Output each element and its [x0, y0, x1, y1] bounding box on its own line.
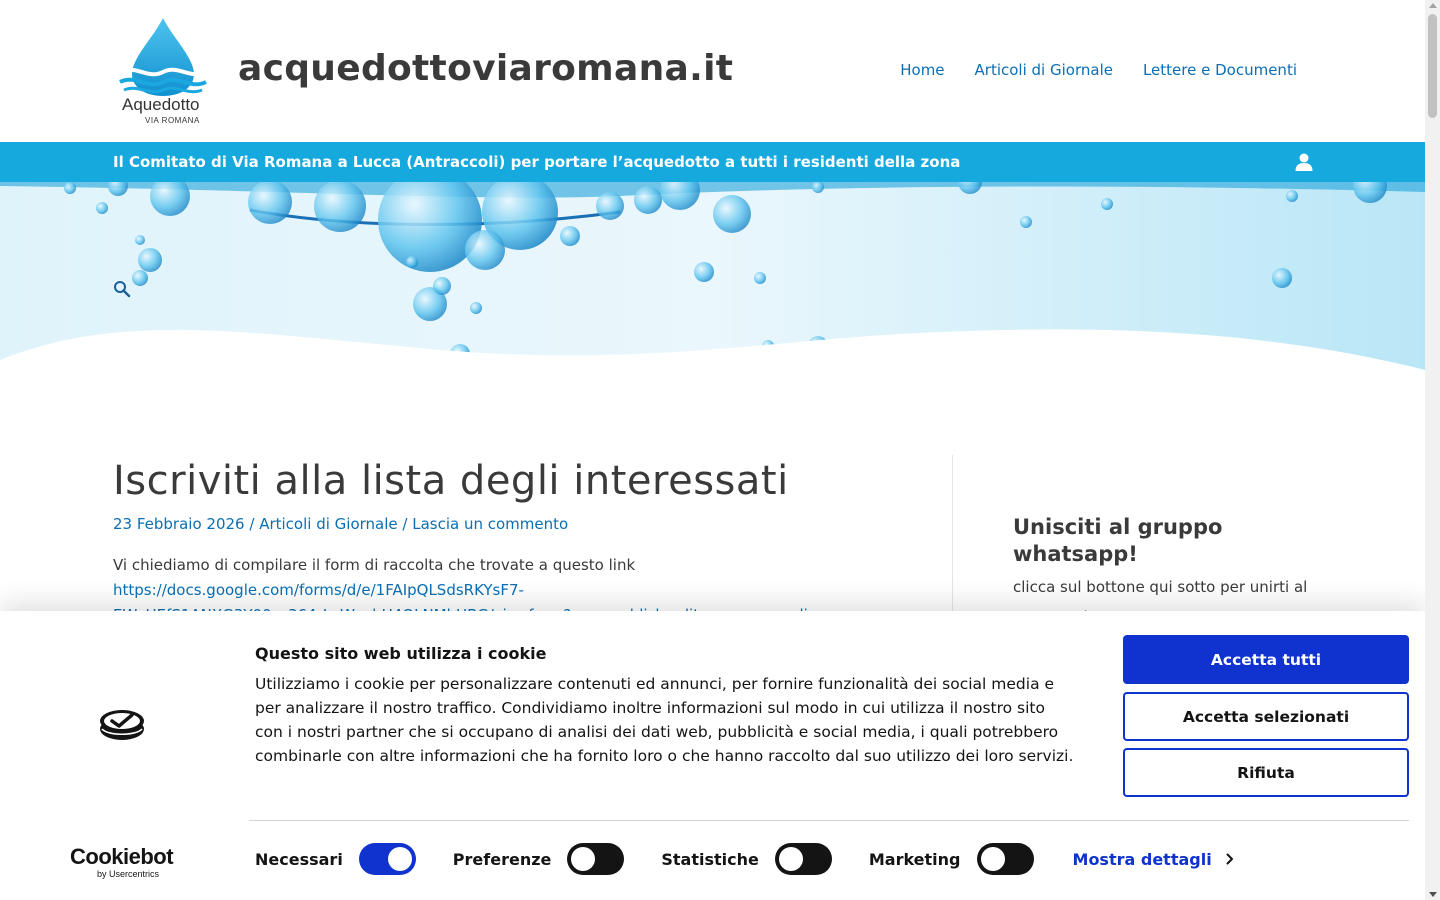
scroll-up-arrow-icon[interactable] — [1429, 3, 1437, 8]
site-header — [0, 0, 1425, 142]
show-details-label: Mostra dettagli — [1072, 849, 1212, 869]
chevron-right-icon — [1226, 853, 1234, 865]
cookiebot-brand-name: Cookiebot — [70, 844, 174, 869]
tagline-text: Il Comitato di Via Romana a Lucca (Antraccoli) per portare l’acquedotto a tutti i residenti della zona — [113, 153, 961, 171]
leave-comment-link[interactable]: Lascia un commento — [412, 515, 569, 533]
hero-water-banner — [0, 182, 1425, 382]
water-bubbles-illustration — [0, 182, 1425, 382]
google-form-link[interactable]: https://docs.google.com/forms/d/e/1FAIpQLSdsRKYsF7- — [113, 581, 524, 599]
logo-text: Aquedotto — [122, 95, 200, 114]
nav-home[interactable]: Home — [900, 61, 945, 79]
cookie-description: Utilizziamo i cookie per personalizzare contenuti ed annunci, per fornire funzionalità dei social media e per analizzare il nostro traffico. Condividiamo inoltre informazioni sul modo in cui utilizza il nostro sito con i nostri partner che si occupano di analisi dei dati web, pubblicità e social media, i quali potrebbero combinarle con altre informazioni che ha fornito loro o che hanno raccolto dal suo utilizzo dei loro servizi. — [255, 675, 1074, 765]
nav-lettere-e-documenti[interactable]: Lettere e Documenti — [1142, 61, 1297, 79]
toggle-statistiche — [661, 843, 831, 875]
toggle-label: Preferenze — [452, 849, 552, 869]
user-icon[interactable] — [1294, 152, 1314, 172]
post-text: Vi chiediamo di compilare il form di raccolta che trovate a questo link — [113, 556, 636, 574]
cookiebot-brand-sub: by Usercentrics — [97, 869, 160, 879]
statistiche-switch[interactable] — [775, 843, 832, 875]
switch-knob — [571, 847, 595, 871]
post-date-link[interactable]: 23 Febbraio 2026 — [113, 515, 245, 533]
scroll-down-arrow-icon[interactable] — [1429, 892, 1437, 897]
sidebar-divider — [952, 455, 953, 615]
accept-selected-button[interactable]: Accetta selezionati — [1123, 692, 1409, 741]
cookie-heading: Questo sito web utilizza i cookie — [255, 644, 547, 663]
cookiebot-brand-logo[interactable] — [70, 845, 173, 879]
post-meta — [113, 515, 913, 533]
meta-separator: / — [397, 515, 413, 533]
logo-subtext: VIA ROMANA — [145, 116, 200, 125]
switch-knob — [779, 847, 803, 871]
reject-button[interactable]: Rifiuta — [1123, 748, 1409, 797]
tagline-bar — [0, 142, 1425, 182]
whatsapp-widget-title: Unisciti al gruppo whatsapp! — [1013, 515, 1223, 566]
necessari-switch[interactable] — [359, 843, 416, 875]
post-title: Iscriviti alla lista degli interessati — [113, 458, 789, 504]
main-content — [113, 455, 913, 628]
meta-separator: / — [244, 515, 260, 533]
cookie-consent-banner — [0, 611, 1425, 900]
accept-all-button[interactable]: Accetta tutti — [1123, 635, 1409, 684]
show-details-link[interactable] — [1073, 850, 1234, 869]
marketing-switch[interactable] — [977, 843, 1034, 875]
main-nav — [0, 61, 1297, 79]
nav-articoli-di-giornale[interactable]: Articoli di Giornale — [974, 61, 1113, 79]
toggle-label: Necessari — [255, 849, 343, 869]
preferenze-switch[interactable] — [567, 843, 624, 875]
toggle-marketing — [869, 843, 1034, 875]
toggle-label: Statistiche — [661, 849, 759, 869]
cookie-consent-logo-icon — [98, 707, 146, 743]
post-category-link[interactable]: Articoli di Giornale — [259, 515, 398, 533]
site-title[interactable]: acquedottoviaromana.it — [238, 48, 734, 89]
search-icon[interactable] — [113, 280, 131, 298]
toggle-necessari — [255, 843, 416, 875]
cookie-divider — [249, 820, 1409, 821]
switch-knob — [981, 847, 1005, 871]
whatsapp-widget-text: clicca sul bottone qui sotto per unirti al — [1013, 578, 1308, 596]
scrollbar-thumb[interactable] — [1428, 14, 1437, 118]
toggle-label: Marketing — [868, 849, 961, 869]
switch-knob — [388, 847, 412, 871]
page-scrollbar[interactable] — [1425, 0, 1440, 900]
cookie-category-toggles — [255, 843, 1234, 875]
toggle-preferenze — [453, 843, 625, 875]
